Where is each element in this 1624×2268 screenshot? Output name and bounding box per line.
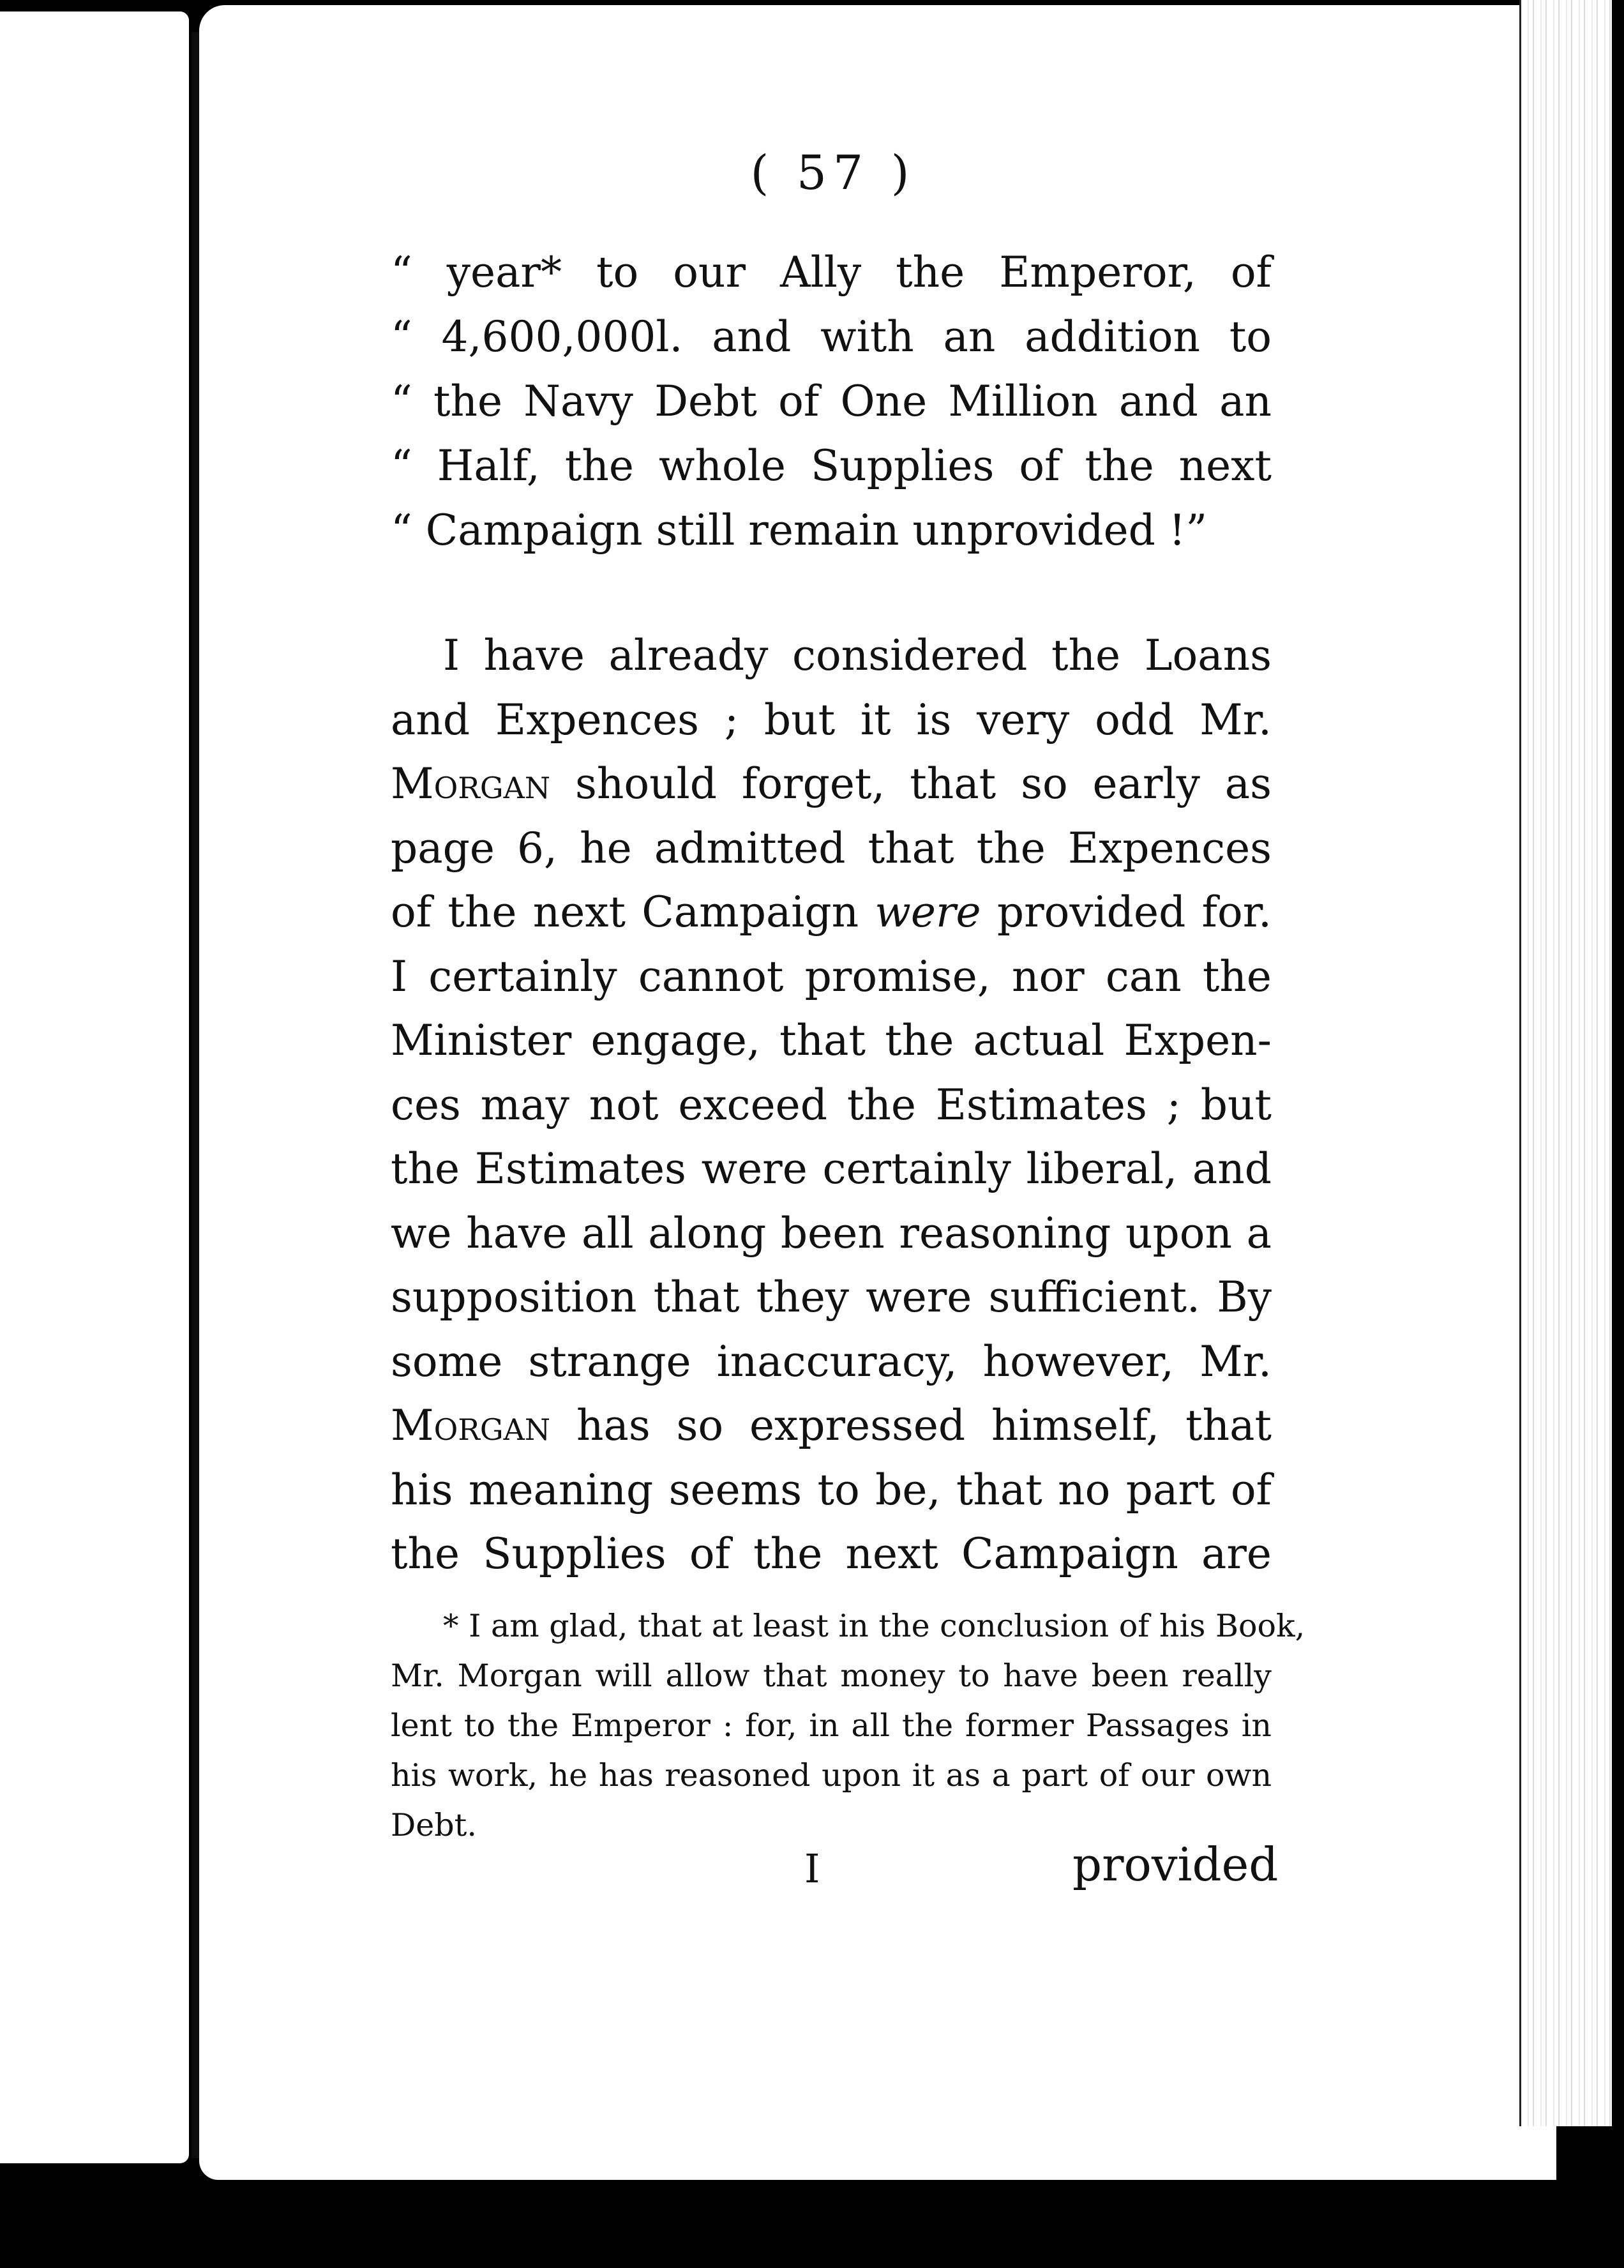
body-line: supposition that they were sufficient. By [391,1273,1272,1322]
body-line: Morgan has so expressed himself, that [391,1401,1272,1450]
body-line: I certainly cannot promise, nor can the [391,951,1272,1001]
page-edges [1519,0,1617,2126]
body-line: Morgan should forget, that so early as [391,759,1272,808]
quote-line: “ the Navy Debt of One Million and an [391,377,1272,426]
page-number: ( 57 ) [750,146,916,200]
body-line: ces may not exceed the Estimates ; but [391,1080,1272,1130]
footnote-line: his work, he has reasoned upon it as a part of our own [391,1757,1272,1794]
body-line: page 6, he admitted that the Expences [391,823,1272,873]
author-name: Morgan [391,759,551,808]
footnote [391,1601,1305,1850]
author-name: Morgan [391,1401,551,1450]
quote-line: “ Half, the whole Supplies of the next [391,441,1272,490]
footnote-line: Mr. Morgan will allow that money to have been really [391,1658,1272,1694]
body-line: I have already considered the Loans [443,631,1272,680]
facing-page-left [0,11,189,2163]
footnote-line: * I am glad, that at least in the conclusion of his Book, [443,1608,1305,1644]
body-line: we have all along been reasoning upon a [391,1208,1272,1258]
scan-border [1612,0,1624,2268]
body-line: some strange inaccuracy, however, Mr. [391,1336,1272,1386]
quote-line: “ 4,600,000l. and with an addition to [391,312,1272,361]
body-line: and Expences ; but it is very odd Mr. [391,695,1272,745]
body-paragraph [391,624,1272,1587]
quote-line: “ year* to our Ally the Emperor, of [391,248,1272,297]
footnote-line: Debt. [391,1807,477,1843]
catchword: provided [1072,1838,1279,1891]
quote-line: “ Campaign still remain unprovided !” [391,506,1208,555]
signature-mark: I [804,1845,820,1892]
italic-word: were [875,888,981,937]
body-line: of the next Campaign were provided for. [391,888,1272,937]
body-line: his meaning seems to be, that no part of [391,1465,1272,1515]
quotation-block [391,240,1272,563]
body-line: Minister engage, that the actual Expen- [391,1016,1272,1065]
body-line: the Estimates were certainly liberal, and [391,1144,1272,1193]
body-line: the Supplies of the next Campaign are [391,1529,1272,1578]
footnote-line: lent to the Emperor : for, in all the former Passages in [391,1707,1272,1744]
